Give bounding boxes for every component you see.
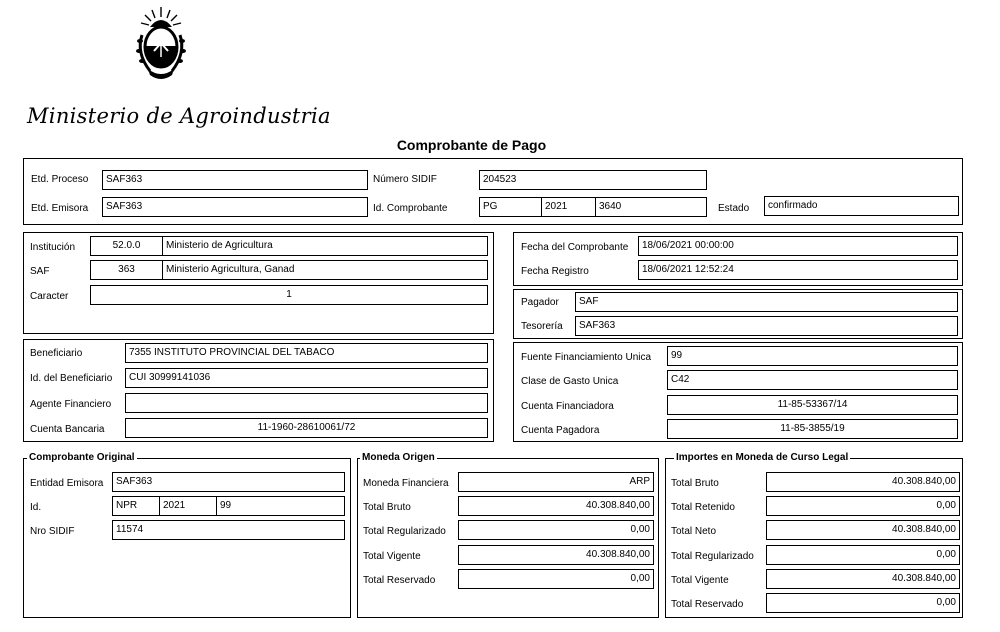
estado-label: Estado (718, 203, 750, 214)
fuente-field: 99 (667, 346, 958, 366)
cuenta-financiadora-label: Cuenta Financiadora (521, 401, 614, 412)
id-comprobante-nro-field: 3640 (595, 197, 707, 217)
id-original-anio-field: 2021 (159, 496, 217, 516)
etd-emisora-field: SAF363 (102, 197, 368, 217)
saf-label: SAF (30, 266, 50, 277)
cuenta-bancaria-label: Cuenta Bancaria (30, 424, 105, 435)
moneda-financiera-label: Moneda Financiera (363, 478, 449, 489)
caracter-field: 1 (90, 285, 488, 305)
institucion-code-field: 52.0.0 (90, 236, 163, 256)
im-total-regularizado-label: Total Regularizado (671, 551, 754, 562)
fecha-comprobante-field: 18/06/2021 00:00:00 (638, 236, 958, 256)
clase-gasto-field: C42 (667, 370, 958, 390)
moneda-origen-legend: Moneda Origen (362, 452, 435, 463)
numero-sidif-label: Número SIDIF (373, 174, 437, 185)
pagador-label: Pagador (521, 297, 559, 308)
mo-total-reservado-field: 0,00 (458, 569, 654, 589)
caracter-label: Caracter (30, 291, 69, 302)
cuenta-financiadora-field: 11-85-53367/14 (667, 395, 958, 415)
coat-of-arms-seal (132, 5, 190, 85)
entidad-emisora-label: Entidad Emisora (30, 478, 104, 489)
mo-total-vigente-label: Total Vigente (363, 551, 421, 562)
im-total-bruto-field: 40.308.840,00 (766, 472, 960, 492)
institucion-name-field: Ministerio de Agricultura (162, 236, 488, 256)
fecha-comprobante-label: Fecha del Comprobante (521, 242, 629, 253)
etd-proceso-field: SAF363 (102, 170, 368, 190)
id-comprobante-tipo-field: PG (479, 197, 542, 217)
im-total-neto-field: 40.308.840,00 (766, 520, 960, 540)
im-total-retenido-label: Total Retenido (671, 502, 735, 513)
fuente-label: Fuente Financiamiento Unica (521, 352, 652, 363)
mo-total-regularizado-field: 0,00 (458, 520, 654, 540)
saf-name-field: Ministerio Agricultura, Ganad (162, 260, 488, 280)
page-title: Comprobante de Pago (396, 137, 547, 153)
importes-legend: Importes en Moneda de Curso Legal (676, 452, 849, 463)
mo-total-bruto-field: 40.308.840,00 (458, 496, 654, 516)
im-total-vigente-field: 40.308.840,00 (766, 569, 960, 589)
tesoreria-field: SAF363 (575, 316, 958, 336)
agente-financiero-field (125, 393, 488, 413)
id-original-tipo-field: NPR (112, 496, 160, 516)
id-original-nro-field: 99 (216, 496, 345, 516)
im-total-retenido-field: 0,00 (766, 496, 960, 516)
cuenta-bancaria-field: 11-1960-28610061/72 (125, 418, 488, 438)
cuenta-pagadora-label: Cuenta Pagadora (521, 425, 600, 436)
im-total-vigente-label: Total Vigente (671, 575, 729, 586)
fecha-registro-field: 18/06/2021 12:52:24 (638, 260, 958, 280)
comprobante-original-legend: Comprobante Original (29, 452, 135, 463)
beneficiario-field: 7355 INSTITUTO PROVINCIAL DEL TABACO (125, 343, 488, 363)
id-original-label: Id. (30, 502, 42, 513)
clase-gasto-label: Clase de Gasto Unica (521, 376, 619, 387)
tesoreria-label: Tesorería (521, 321, 563, 332)
beneficiario-label: Beneficiario (30, 348, 83, 359)
etd-proceso-label: Etd. Proceso (31, 174, 89, 185)
im-total-neto-label: Total Neto (671, 526, 717, 537)
entidad-emisora-field: SAF363 (112, 472, 345, 492)
fecha-registro-label: Fecha Registro (521, 266, 589, 277)
ministry-name: Ministerio de Agroindustria (27, 104, 331, 128)
im-total-bruto-label: Total Bruto (671, 478, 719, 489)
im-total-regularizado-field: 0,00 (766, 545, 960, 565)
pagador-field: SAF (575, 292, 958, 312)
agente-financiero-label: Agente Financiero (30, 399, 112, 410)
mo-total-reservado-label: Total Reservado (363, 575, 436, 586)
im-total-reservado-field: 0,00 (766, 593, 960, 613)
numero-sidif-field: 204523 (479, 170, 707, 190)
id-beneficiario-field: CUI 30999141036 (125, 368, 488, 388)
cuenta-pagadora-field: 11-85-3855/19 (667, 419, 958, 439)
mo-total-vigente-field: 40.308.840,00 (458, 545, 654, 565)
saf-code-field: 363 (90, 260, 163, 280)
id-comprobante-label: Id. Comprobante (373, 203, 448, 214)
institucion-label: Institución (30, 242, 76, 253)
im-total-reservado-label: Total Reservado (671, 599, 744, 610)
id-beneficiario-label: Id. del Beneficiario (30, 373, 113, 384)
estado-field: confirmado (764, 196, 959, 216)
id-comprobante-anio-field: 2021 (541, 197, 596, 217)
nro-sidif-label: Nro SIDIF (30, 526, 75, 537)
moneda-financiera-field: ARP (458, 472, 654, 492)
mo-total-regularizado-label: Total Regularizado (363, 526, 446, 537)
nro-sidif-field: 11574 (112, 520, 345, 540)
mo-total-bruto-label: Total Bruto (363, 502, 411, 513)
etd-emisora-label: Etd. Emisora (31, 203, 89, 214)
